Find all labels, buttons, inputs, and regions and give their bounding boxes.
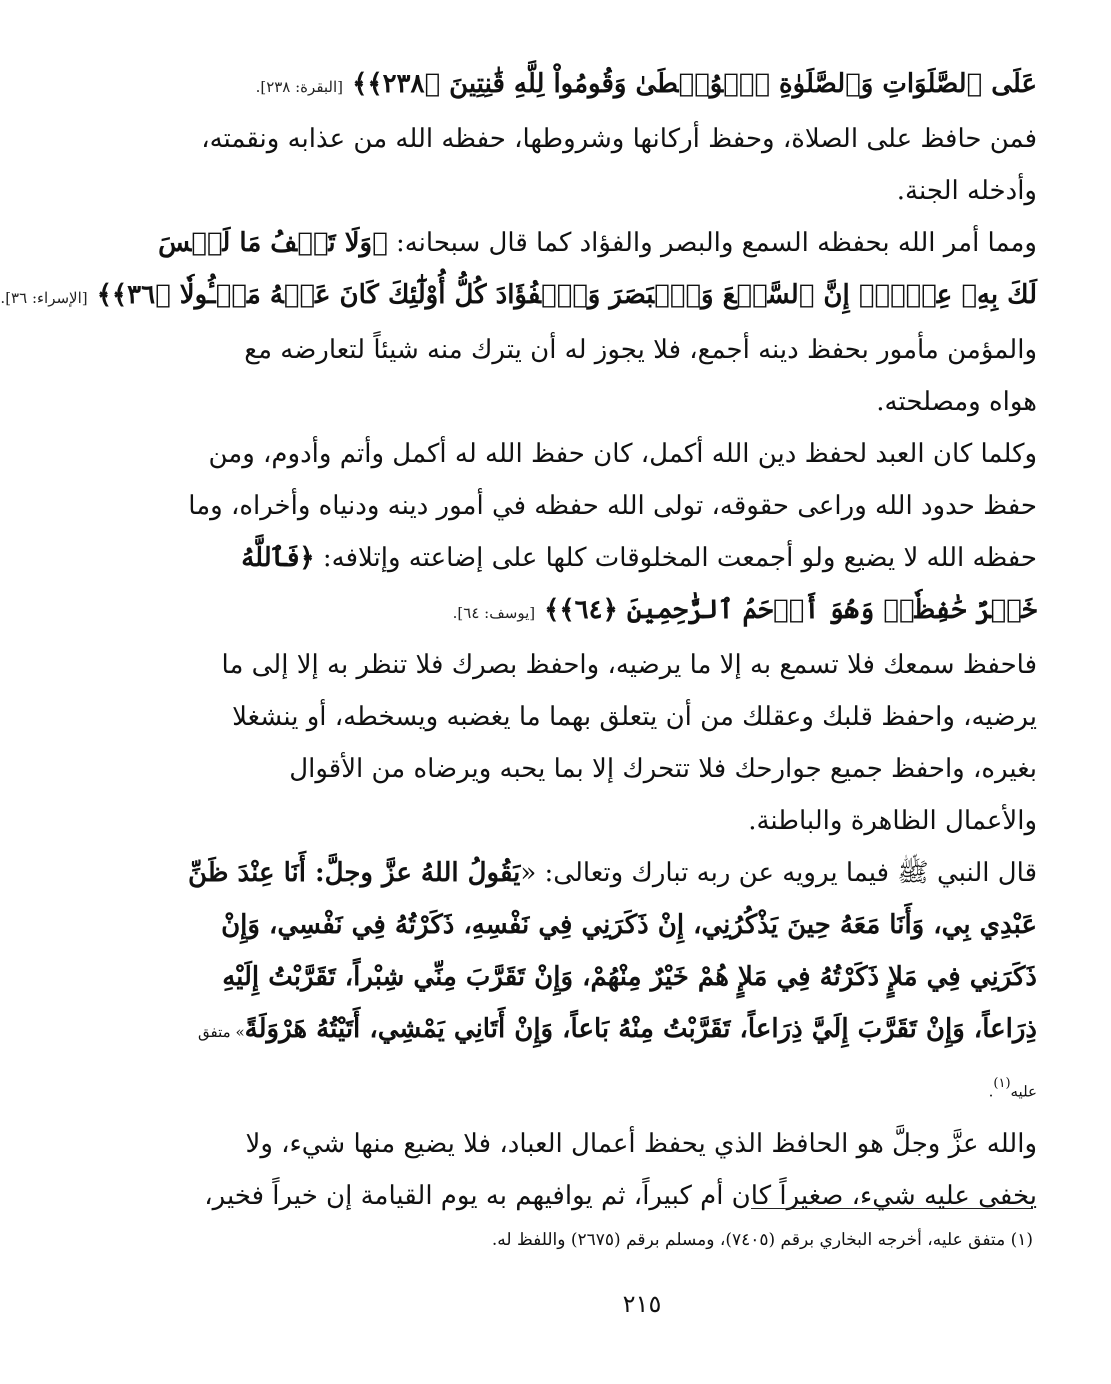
text-line [221,899,1037,951]
text-line [221,639,1037,691]
quran-text: ﴿وَلَا تَقۡفُ مَا لَيۡسَ [158,228,388,258]
text-line [201,113,1037,165]
text-line [222,951,1037,1003]
text-line [232,691,1037,743]
text-line [247,795,1037,847]
text-segment: حفظ حدود الله وراعى حقوقه، تولى الله حفظه في أمور دينه ودنياه وأخراه، وما [188,491,1037,521]
text-segment: . [988,1082,994,1101]
hadith-text: ذَكَرَنِي فِي مَلإٍ ذَكَرْتُهُ فِي مَلإٍ هُمْ خَيْرٌ مِنْهُمْ، وَإِنْ تَقَرَّبَ مِنِّي شِبْراً، تَقَرَّبْتُ إِلَيْهِ [222,962,1037,992]
text-segment: بغيره، واحفظ جميع جوارحك فلا تتحرك إلا بما يحبه ويرضاه من الأقوال [289,754,1037,784]
text-segment: والأعمال الظاهرة والباطنة. [748,806,1037,836]
text-segment: (١) [993,1076,1011,1091]
text-line [247,743,1037,795]
text-segment: يرضيه، واحفظ قلبك وعقلك من أن يتعلق بهما ما يغضبه ويسخطه، أو ينشغلا [232,702,1037,732]
text-line [247,584,1037,639]
text-segment: قال النبي ﷺ فيما يرويه عن ربه تبارك وتعالى: « [520,858,1037,888]
verse-reference: [البقرة: ٢٣٨]. [255,78,344,96]
hadith-text: يَقُولُ اللهُ عزَّ وجلَّ: أَنَا عِنْدَ ظَنِّ [188,858,521,888]
text-segment: » متفق [198,1023,245,1041]
text-segment: وكلما كان العبد لحفظ دين الله أكمل، كان حفظ الله له أكمل وأتم وأدوم، ومن [208,439,1037,469]
text-line [188,847,1037,899]
hadith-text: عَبْدِي بِي، وَأَنَا مَعَهُ حِينَ يَذْكُرُنِي، إِنْ ذَكَرَنِي فِي نَفْسِهِ، ذَكَرْتُهُ فِي نَفْسِي، وَإِنْ [221,910,1037,940]
hadith-text: ذِرَاعاً، وَإِنْ تَقَرَّبَ إِلَيَّ ذِرَاعاً، تَقَرَّبْتُ مِنْهُ بَاعاً، وَإِنْ أَتَانِي يَمْشِي، أَتَيْتُهُ هَرْوَلَةً [244,1014,1037,1044]
text-line [247,1118,1037,1170]
text-line [244,324,1037,376]
text-line [188,480,1037,532]
text-segment: والله عزَّ وجلَّ هو الحافظ الذي يحفظ أعمال العباد، فلا يضيع منها شيء، ولا [245,1128,1037,1159]
footnote-divider [751,1208,1033,1209]
text-line [247,58,1037,113]
text-segment: فاحفظ سمعك فلا تسمع به إلا ما يرضيه، واحفظ بصرك فلا تنظر به إلا إلى ما [221,650,1037,680]
text-line [204,1170,1037,1222]
text-line [0,269,1037,324]
text-line [247,1058,1037,1118]
text-segment: فمن حافظ على الصلاة، وحفظ أركانها وشروطها، حفظه الله من عذابه ونقمته، [201,124,1037,154]
text-line [208,428,1037,480]
verse-reference: [الإسراء: ٣٦]. [0,289,88,307]
quran-text: خَيۡرٌ حَٰفِظٗاۖ وَهُوَ أَرۡحَمُ ٱلرَّٰحِمِينَ ﴿٦٤﴾﴾ [535,595,1037,625]
page-number: ٢١٥ [622,1290,662,1318]
text-segment: وأدخله الجنة. [896,176,1037,206]
text-segment: هواه ومصلحته. [876,387,1037,417]
text-segment: عليه [1010,1082,1037,1101]
text-segment: ومما أمر الله بحفظه السمع والبصر والفؤاد كما قال سبحانه: [387,228,1037,258]
footnote: (١) متفق عليه، أخرجه البخاري برقم (٧٤٠٥)، ومسلم برقم (٢٦٧٥) واللفظ له. [491,1230,1033,1250]
text-segment: والمؤمن مأمور بحفظ دينه أجمع، فلا يجوز له أن يترك منه شيئاً لتعارضه مع [244,335,1037,365]
text-line [198,1003,1037,1058]
quran-text: ﴿فَٱللَّهُ [241,543,315,573]
text-line [247,165,1037,217]
text-line [247,376,1037,428]
quran-text: لَكَ بِهِۦ عِلۡمٌۚ إِنَّ ٱلسَّمۡعَ وَٱلۡبَصَرَ وَٱلۡفُؤَادَ كُلُّ أُوْلَٰٓئِكَ كَانَ عَنۡهُ مَسۡـُٔولٗا ﴿٣٦﴾﴾ [87,280,1037,310]
text-segment: حفظه الله لا يضيع ولو أجمعت المخلوقات كلها على إضاعته وإتلافه: [314,543,1037,573]
quran-text: عَلَى ٱلصَّلَوَاتِ وَٱلصَّلَوٰةِ ٱلۡوُسۡطَىٰ وَقُومُواْ لِلَّهِ قَٰنِتِينَ ﴿٢٣٨﴾﴾ [343,69,1037,99]
text-segment: يخفى عليه شيء، صغيراً كان أم كبيراً، ثم يوافيهم به يوم القيامة إن خيراً فخير، [204,1180,1037,1211]
text-line [158,217,1037,269]
text-line [241,532,1037,584]
page-body [0,58,1037,1222]
verse-reference: [يوسف: ٦٤]. [452,604,536,622]
